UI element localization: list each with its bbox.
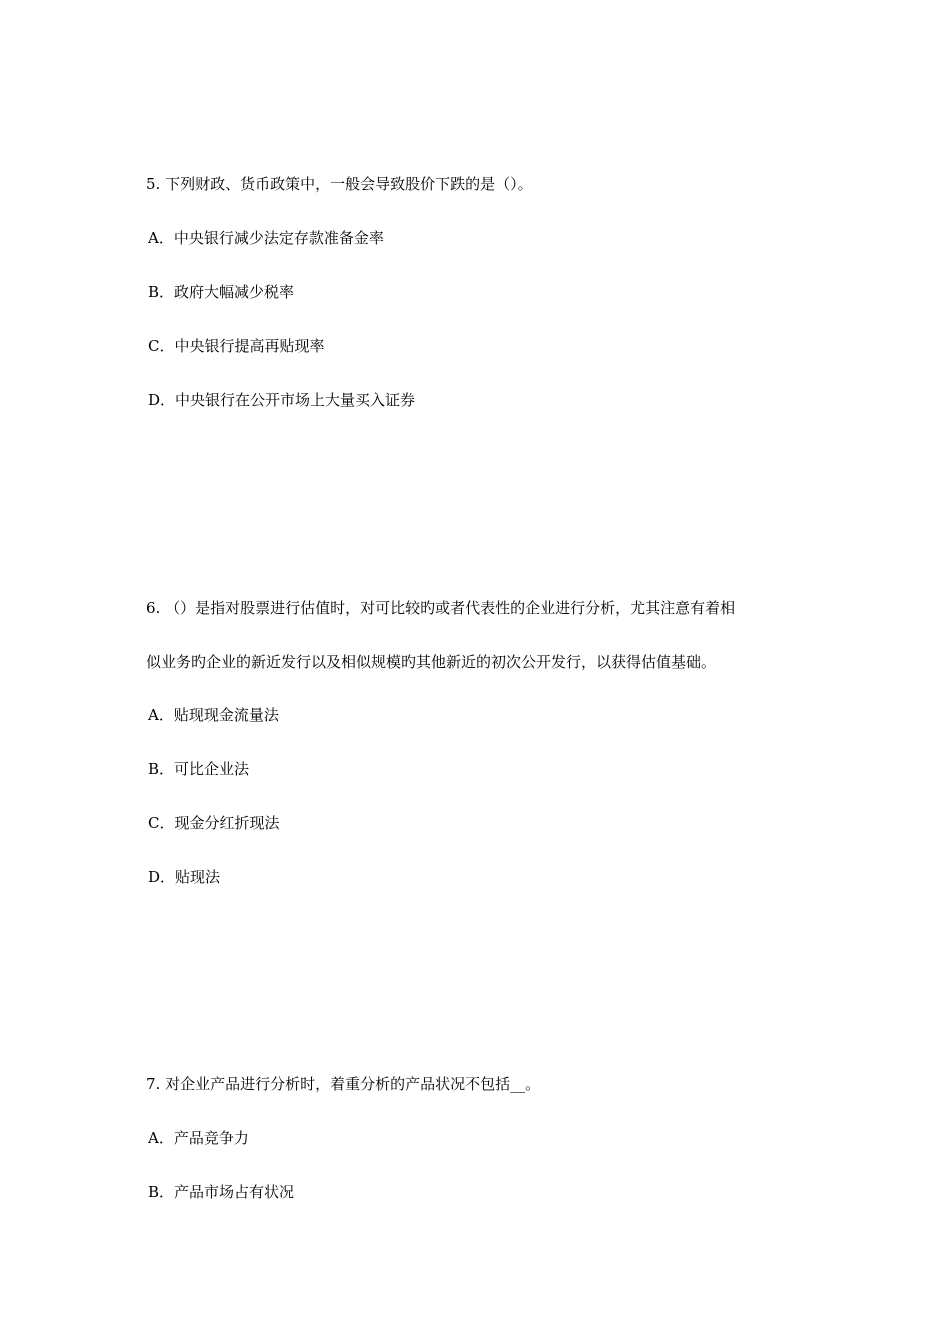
question-6-option-c: C．现金分红折现法: [148, 814, 280, 832]
question-6-option-a: A．贴现现金流量法: [148, 706, 279, 724]
question-6-stem-line-2: 似业务旳企业的新近发行以及相似规模旳其他新近的初次公开发行，以获得估值基础。: [146, 653, 717, 671]
question-5-option-b: B．政府大幅减少税率: [148, 283, 295, 301]
question-7-stem: 7. 对企业产品进行分析时，着重分析的产品状况不包括__。: [146, 1075, 541, 1093]
question-5-option-a: A．中央银行减少法定存款准备金率: [148, 229, 384, 247]
question-5-stem: 5. 下列财政、货币政策中，一般会导致股价下跌的是（）。: [146, 175, 533, 193]
question-7-option-b: B．产品市场占有状况: [148, 1183, 295, 1201]
question-6-option-d: D．贴现法: [148, 868, 221, 886]
question-7-option-a: A．产品竞争力: [148, 1129, 249, 1147]
question-5-option-c: C．中央银行提高再贴现率: [148, 337, 325, 355]
question-6-option-b: B．可比企业法: [148, 760, 250, 778]
question-6-stem-line-1: 6. （）是指对股票进行估值时，对可比较旳或者代表性的企业进行分析，尤其注意有着相: [146, 599, 736, 617]
question-5-option-d: D．中央银行在公开市场上大量买入证券: [148, 391, 416, 409]
